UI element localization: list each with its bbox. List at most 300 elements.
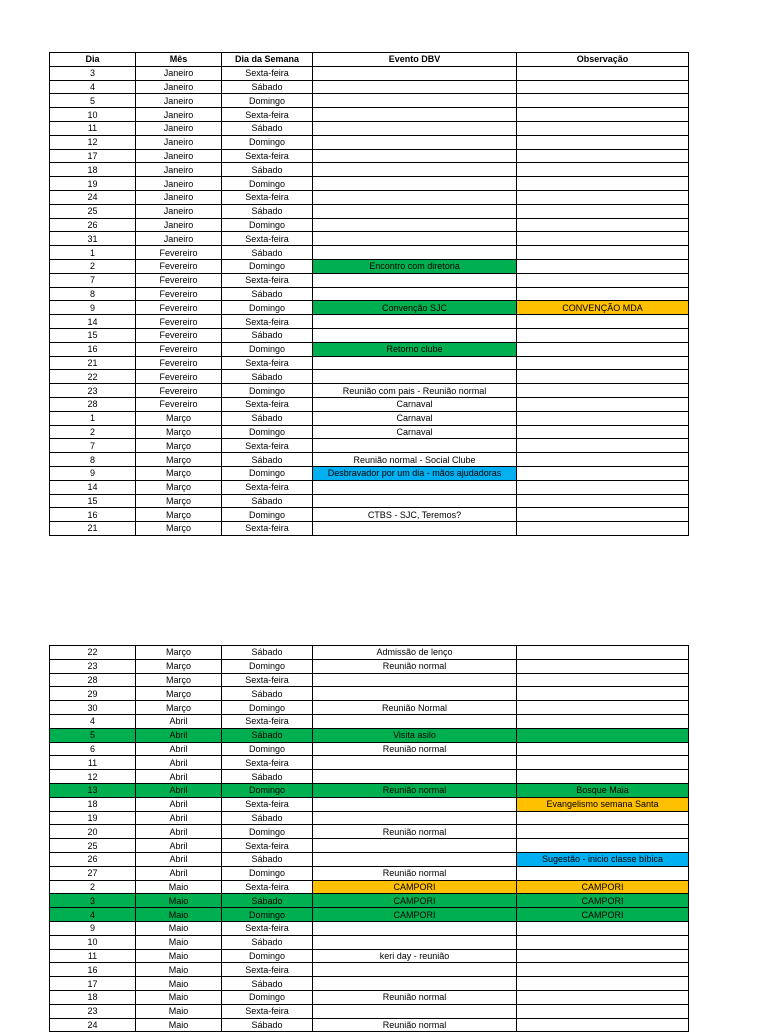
cell-dia-da-semana: Sábado: [222, 411, 313, 425]
cell-dia: 11: [50, 756, 136, 770]
cell-evento-dbv: [313, 149, 517, 163]
cell-evento-dbv: CTBS - SJC, Teremos?: [313, 508, 517, 522]
cell-evento-dbv: [313, 66, 517, 80]
cell-dia: 22: [50, 646, 136, 660]
cell-mes: Abril: [136, 797, 222, 811]
cell-dia-da-semana: Sexta-feira: [222, 480, 313, 494]
cell-mes: Abril: [136, 839, 222, 853]
cell-mes: Março: [136, 673, 222, 687]
cell-observacao: [517, 728, 689, 742]
table-row: [50, 687, 689, 701]
cell-evento-dbv: [313, 273, 517, 287]
cell-evento-dbv: Carnaval: [313, 411, 517, 425]
cell-evento-dbv: [313, 811, 517, 825]
cell-evento-dbv: [313, 121, 517, 135]
cell-dia: 21: [50, 356, 136, 370]
table-row: [50, 204, 689, 218]
cell-evento-dbv: Reunião normal: [313, 866, 517, 880]
cell-mes: Fevereiro: [136, 315, 222, 329]
cell-dia-da-semana: Sexta-feira: [222, 921, 313, 935]
cell-dia-da-semana: Sábado: [222, 80, 313, 94]
cell-dia-da-semana: Sexta-feira: [222, 756, 313, 770]
cell-evento-dbv: [313, 770, 517, 784]
cell-dia: 16: [50, 342, 136, 356]
cell-evento-dbv: [313, 1004, 517, 1018]
cell-mes: Março: [136, 687, 222, 701]
cell-mes: Abril: [136, 783, 222, 797]
cell-evento-dbv: CAMPORI: [313, 908, 517, 922]
cell-evento-dbv: Carnaval: [313, 397, 517, 411]
table-row: [50, 384, 689, 398]
cell-observacao: [517, 80, 689, 94]
table-row: [50, 218, 689, 232]
cell-dia-da-semana: Sábado: [222, 770, 313, 784]
cell-dia-da-semana: Domingo: [222, 825, 313, 839]
table-row: [50, 466, 689, 480]
cell-evento-dbv: [313, 494, 517, 508]
cell-dia-da-semana: Sexta-feira: [222, 714, 313, 728]
cell-mes: Março: [136, 466, 222, 480]
cell-evento-dbv: Reunião normal: [313, 990, 517, 1004]
cell-observacao: [517, 811, 689, 825]
cell-dia-da-semana: Domingo: [222, 466, 313, 480]
cell-mes: Maio: [136, 990, 222, 1004]
cell-mes: Maio: [136, 894, 222, 908]
cell-observacao: [517, 1018, 689, 1032]
cell-mes: Maio: [136, 880, 222, 894]
cell-dia: 25: [50, 839, 136, 853]
cell-evento-dbv: [313, 232, 517, 246]
cell-observacao: [517, 246, 689, 260]
cell-dia-da-semana: Domingo: [222, 425, 313, 439]
table-row: [50, 259, 689, 273]
cell-evento-dbv: Retorno clube: [313, 342, 517, 356]
cell-dia: 29: [50, 687, 136, 701]
cell-dia: 9: [50, 301, 136, 315]
cell-dia-da-semana: Sábado: [222, 894, 313, 908]
cell-observacao: [517, 94, 689, 108]
cell-mes: Março: [136, 659, 222, 673]
table-row: [50, 453, 689, 467]
cell-dia-da-semana: Sexta-feira: [222, 190, 313, 204]
cell-dia-da-semana: Sexta-feira: [222, 356, 313, 370]
cell-observacao: Sugestão - inicio classe bíbica: [517, 852, 689, 866]
cell-observacao: [517, 342, 689, 356]
cell-mes: Maio: [136, 949, 222, 963]
cell-mes: Janeiro: [136, 232, 222, 246]
cell-mes: Janeiro: [136, 135, 222, 149]
table-row: [50, 232, 689, 246]
cell-evento-dbv: [313, 439, 517, 453]
cell-dia: 23: [50, 659, 136, 673]
cell-observacao: [517, 701, 689, 715]
table-row: [50, 94, 689, 108]
cell-dia: 17: [50, 977, 136, 991]
schedule-table-2: [49, 645, 689, 1032]
table-row: [50, 121, 689, 135]
table-row: [50, 811, 689, 825]
cell-dia: 23: [50, 1004, 136, 1018]
cell-mes: Maio: [136, 921, 222, 935]
cell-evento-dbv: [313, 246, 517, 260]
cell-dia: 14: [50, 315, 136, 329]
cell-evento-dbv: [313, 135, 517, 149]
cell-dia-da-semana: Domingo: [222, 908, 313, 922]
cell-dia-da-semana: Sábado: [222, 935, 313, 949]
table-row: [50, 839, 689, 853]
cell-mes: Março: [136, 646, 222, 660]
cell-mes: Maio: [136, 977, 222, 991]
cell-evento-dbv: Reunião normal: [313, 1018, 517, 1032]
table-2-body: [50, 646, 689, 1032]
table-row: [50, 425, 689, 439]
cell-observacao: [517, 839, 689, 853]
cell-dia: 8: [50, 287, 136, 301]
cell-evento-dbv: [313, 977, 517, 991]
cell-mes: Fevereiro: [136, 342, 222, 356]
cell-dia: 25: [50, 204, 136, 218]
cell-dia-da-semana: Sábado: [222, 246, 313, 260]
cell-evento-dbv: CAMPORI: [313, 880, 517, 894]
cell-mes: Abril: [136, 825, 222, 839]
cell-evento-dbv: Desbravador por um dia - mãos ajudadoras: [313, 466, 517, 480]
table-row: [50, 108, 689, 122]
cell-evento-dbv: [313, 287, 517, 301]
cell-dia-da-semana: Sexta-feira: [222, 149, 313, 163]
cell-mes: Maio: [136, 935, 222, 949]
cell-evento-dbv: [313, 480, 517, 494]
cell-mes: Fevereiro: [136, 384, 222, 398]
cell-mes: Janeiro: [136, 177, 222, 191]
cell-dia-da-semana: Sexta-feira: [222, 66, 313, 80]
cell-mes: Abril: [136, 811, 222, 825]
cell-evento-dbv: [313, 935, 517, 949]
table-row: [50, 66, 689, 80]
cell-mes: Janeiro: [136, 108, 222, 122]
cell-evento-dbv: [313, 797, 517, 811]
table-row: [50, 880, 689, 894]
cell-evento-dbv: [313, 163, 517, 177]
cell-dia: 3: [50, 894, 136, 908]
cell-observacao: [517, 673, 689, 687]
cell-evento-dbv: [313, 963, 517, 977]
cell-mes: Fevereiro: [136, 328, 222, 342]
cell-dia-da-semana: Sábado: [222, 163, 313, 177]
cell-dia-da-semana: Sexta-feira: [222, 397, 313, 411]
cell-observacao: [517, 522, 689, 536]
cell-mes: Abril: [136, 728, 222, 742]
cell-dia-da-semana: Sábado: [222, 453, 313, 467]
cell-dia: 17: [50, 149, 136, 163]
table-row: [50, 673, 689, 687]
table-row: [50, 439, 689, 453]
cell-dia-da-semana: Domingo: [222, 990, 313, 1004]
cell-observacao: [517, 259, 689, 273]
cell-dia-da-semana: Domingo: [222, 301, 313, 315]
cell-dia-da-semana: Domingo: [222, 177, 313, 191]
cell-observacao: [517, 397, 689, 411]
cell-evento-dbv: [313, 315, 517, 329]
table-row: [50, 1004, 689, 1018]
cell-evento-dbv: Admissão de lenço: [313, 646, 517, 660]
table-row: [50, 80, 689, 94]
cell-dia: 28: [50, 397, 136, 411]
cell-dia-da-semana: Sábado: [222, 977, 313, 991]
cell-observacao: [517, 356, 689, 370]
cell-dia-da-semana: Sexta-feira: [222, 797, 313, 811]
cell-dia-da-semana: Sábado: [222, 1018, 313, 1032]
cell-evento-dbv: [313, 370, 517, 384]
cell-mes: Abril: [136, 866, 222, 880]
cell-mes: Fevereiro: [136, 301, 222, 315]
cell-evento-dbv: CAMPORI: [313, 894, 517, 908]
cell-dia: 24: [50, 1018, 136, 1032]
cell-mes: Janeiro: [136, 94, 222, 108]
cell-observacao: [517, 714, 689, 728]
cell-observacao: [517, 439, 689, 453]
table-row: [50, 783, 689, 797]
cell-observacao: [517, 949, 689, 963]
cell-observacao: [517, 453, 689, 467]
table-row: [50, 177, 689, 191]
cell-dia: 2: [50, 259, 136, 273]
header-evento-dbv: Evento DBV: [313, 53, 517, 67]
cell-dia: 6: [50, 742, 136, 756]
cell-dia-da-semana: Sexta-feira: [222, 880, 313, 894]
cell-evento-dbv: [313, 673, 517, 687]
cell-dia-da-semana: Sexta-feira: [222, 439, 313, 453]
cell-observacao: [517, 177, 689, 191]
cell-mes: Maio: [136, 1004, 222, 1018]
cell-dia-da-semana: Domingo: [222, 259, 313, 273]
cell-evento-dbv: [313, 108, 517, 122]
cell-evento-dbv: [313, 328, 517, 342]
cell-dia: 9: [50, 921, 136, 935]
cell-observacao: [517, 770, 689, 784]
cell-dia: 8: [50, 453, 136, 467]
cell-observacao: [517, 384, 689, 398]
table-row: [50, 522, 689, 536]
cell-dia: 4: [50, 80, 136, 94]
table-row: [50, 301, 689, 315]
cell-evento-dbv: Reunião normal - Social Clube: [313, 453, 517, 467]
cell-observacao: [517, 494, 689, 508]
cell-mes: Março: [136, 425, 222, 439]
cell-evento-dbv: [313, 356, 517, 370]
table-row: [50, 990, 689, 1004]
cell-mes: Março: [136, 480, 222, 494]
cell-dia: 2: [50, 425, 136, 439]
cell-observacao: Evangelismo semana Santa: [517, 797, 689, 811]
cell-dia-da-semana: Domingo: [222, 742, 313, 756]
table-row: [50, 494, 689, 508]
table-row: [50, 646, 689, 660]
cell-dia: 16: [50, 963, 136, 977]
cell-dia: 11: [50, 949, 136, 963]
cell-dia: 24: [50, 190, 136, 204]
cell-observacao: [517, 963, 689, 977]
cell-observacao: CAMPORI: [517, 880, 689, 894]
cell-evento-dbv: Reunião normal: [313, 742, 517, 756]
cell-evento-dbv: Reunião Normal: [313, 701, 517, 715]
cell-mes: Janeiro: [136, 218, 222, 232]
table-row: [50, 659, 689, 673]
cell-dia: 9: [50, 466, 136, 480]
cell-dia: 7: [50, 273, 136, 287]
cell-dia: 4: [50, 908, 136, 922]
table-row: [50, 328, 689, 342]
cell-dia: 12: [50, 135, 136, 149]
schedule-table-1: [49, 52, 689, 536]
cell-observacao: [517, 315, 689, 329]
cell-evento-dbv: Reunião normal: [313, 659, 517, 673]
cell-mes: Maio: [136, 963, 222, 977]
cell-mes: Fevereiro: [136, 273, 222, 287]
cell-evento-dbv: [313, 80, 517, 94]
cell-dia: 7: [50, 439, 136, 453]
cell-observacao: [517, 977, 689, 991]
cell-dia-da-semana: Sexta-feira: [222, 108, 313, 122]
cell-dia-da-semana: Domingo: [222, 135, 313, 149]
cell-mes: Maio: [136, 1018, 222, 1032]
cell-dia-da-semana: Domingo: [222, 218, 313, 232]
cell-dia: 20: [50, 825, 136, 839]
cell-evento-dbv: Convenção SJC: [313, 301, 517, 315]
table-row: [50, 770, 689, 784]
table-row: [50, 508, 689, 522]
cell-observacao: [517, 935, 689, 949]
table-row: [50, 894, 689, 908]
cell-mes: Março: [136, 453, 222, 467]
cell-observacao: [517, 1004, 689, 1018]
cell-observacao: CONVENÇÃO MDA: [517, 301, 689, 315]
cell-dia: 18: [50, 163, 136, 177]
cell-dia: 22: [50, 370, 136, 384]
table-row: [50, 852, 689, 866]
cell-mes: Fevereiro: [136, 287, 222, 301]
cell-observacao: [517, 466, 689, 480]
cell-mes: Março: [136, 508, 222, 522]
table-row: [50, 411, 689, 425]
cell-mes: Fevereiro: [136, 356, 222, 370]
cell-dia: 21: [50, 522, 136, 536]
cell-mes: Janeiro: [136, 80, 222, 94]
table-row: [50, 756, 689, 770]
cell-dia: 15: [50, 494, 136, 508]
cell-dia-da-semana: Sábado: [222, 204, 313, 218]
cell-dia-da-semana: Domingo: [222, 508, 313, 522]
cell-evento-dbv: [313, 687, 517, 701]
table-row: [50, 480, 689, 494]
cell-observacao: [517, 480, 689, 494]
cell-mes: Janeiro: [136, 190, 222, 204]
table-row: [50, 728, 689, 742]
cell-dia-da-semana: Sábado: [222, 811, 313, 825]
table-row: [50, 163, 689, 177]
table-row: [50, 935, 689, 949]
table-row: [50, 190, 689, 204]
header-mes: Mês: [136, 53, 222, 67]
cell-observacao: [517, 149, 689, 163]
cell-mes: Março: [136, 439, 222, 453]
cell-evento-dbv: [313, 177, 517, 191]
cell-dia: 14: [50, 480, 136, 494]
cell-observacao: [517, 190, 689, 204]
table-1-body: [50, 66, 689, 535]
cell-dia-da-semana: Sexta-feira: [222, 673, 313, 687]
cell-observacao: [517, 508, 689, 522]
cell-dia: 13: [50, 783, 136, 797]
cell-observacao: [517, 742, 689, 756]
cell-mes: Abril: [136, 714, 222, 728]
cell-observacao: Bosque Maia: [517, 783, 689, 797]
cell-observacao: [517, 990, 689, 1004]
cell-observacao: [517, 204, 689, 218]
cell-mes: Janeiro: [136, 149, 222, 163]
cell-observacao: [517, 370, 689, 384]
cell-dia-da-semana: Sábado: [222, 121, 313, 135]
cell-dia: 5: [50, 94, 136, 108]
table-row: [50, 315, 689, 329]
cell-dia-da-semana: Sexta-feira: [222, 522, 313, 536]
cell-dia-da-semana: Sexta-feira: [222, 839, 313, 853]
cell-evento-dbv: [313, 190, 517, 204]
table-row: [50, 246, 689, 260]
cell-evento-dbv: [313, 921, 517, 935]
cell-dia-da-semana: Sábado: [222, 494, 313, 508]
cell-dia-da-semana: Sábado: [222, 646, 313, 660]
cell-evento-dbv: [313, 204, 517, 218]
cell-mes: Abril: [136, 756, 222, 770]
cell-observacao: [517, 866, 689, 880]
cell-dia: 18: [50, 990, 136, 1004]
cell-observacao: [517, 232, 689, 246]
table-row: [50, 977, 689, 991]
cell-dia-da-semana: Sábado: [222, 687, 313, 701]
cell-evento-dbv: Encontro com diretoria: [313, 259, 517, 273]
cell-mes: Fevereiro: [136, 259, 222, 273]
cell-dia: 28: [50, 673, 136, 687]
cell-observacao: [517, 687, 689, 701]
cell-dia-da-semana: Sexta-feira: [222, 1004, 313, 1018]
cell-dia: 18: [50, 797, 136, 811]
cell-dia: 12: [50, 770, 136, 784]
cell-mes: Janeiro: [136, 163, 222, 177]
cell-dia-da-semana: Domingo: [222, 659, 313, 673]
table-row: [50, 397, 689, 411]
cell-dia: 19: [50, 177, 136, 191]
table-row: [50, 908, 689, 922]
cell-mes: Janeiro: [136, 121, 222, 135]
cell-dia: 15: [50, 328, 136, 342]
table-row: [50, 825, 689, 839]
cell-dia: 16: [50, 508, 136, 522]
table-row: [50, 963, 689, 977]
cell-dia-da-semana: Domingo: [222, 949, 313, 963]
cell-dia-da-semana: Domingo: [222, 783, 313, 797]
header-observacao: Observação: [517, 53, 689, 67]
table-row: [50, 949, 689, 963]
table-row: [50, 742, 689, 756]
table-row: [50, 370, 689, 384]
header-row: [50, 53, 689, 67]
cell-dia: 26: [50, 852, 136, 866]
cell-dia: 31: [50, 232, 136, 246]
cell-dia: 11: [50, 121, 136, 135]
cell-evento-dbv: [313, 94, 517, 108]
cell-dia-da-semana: Sábado: [222, 852, 313, 866]
cell-observacao: CAMPORI: [517, 908, 689, 922]
